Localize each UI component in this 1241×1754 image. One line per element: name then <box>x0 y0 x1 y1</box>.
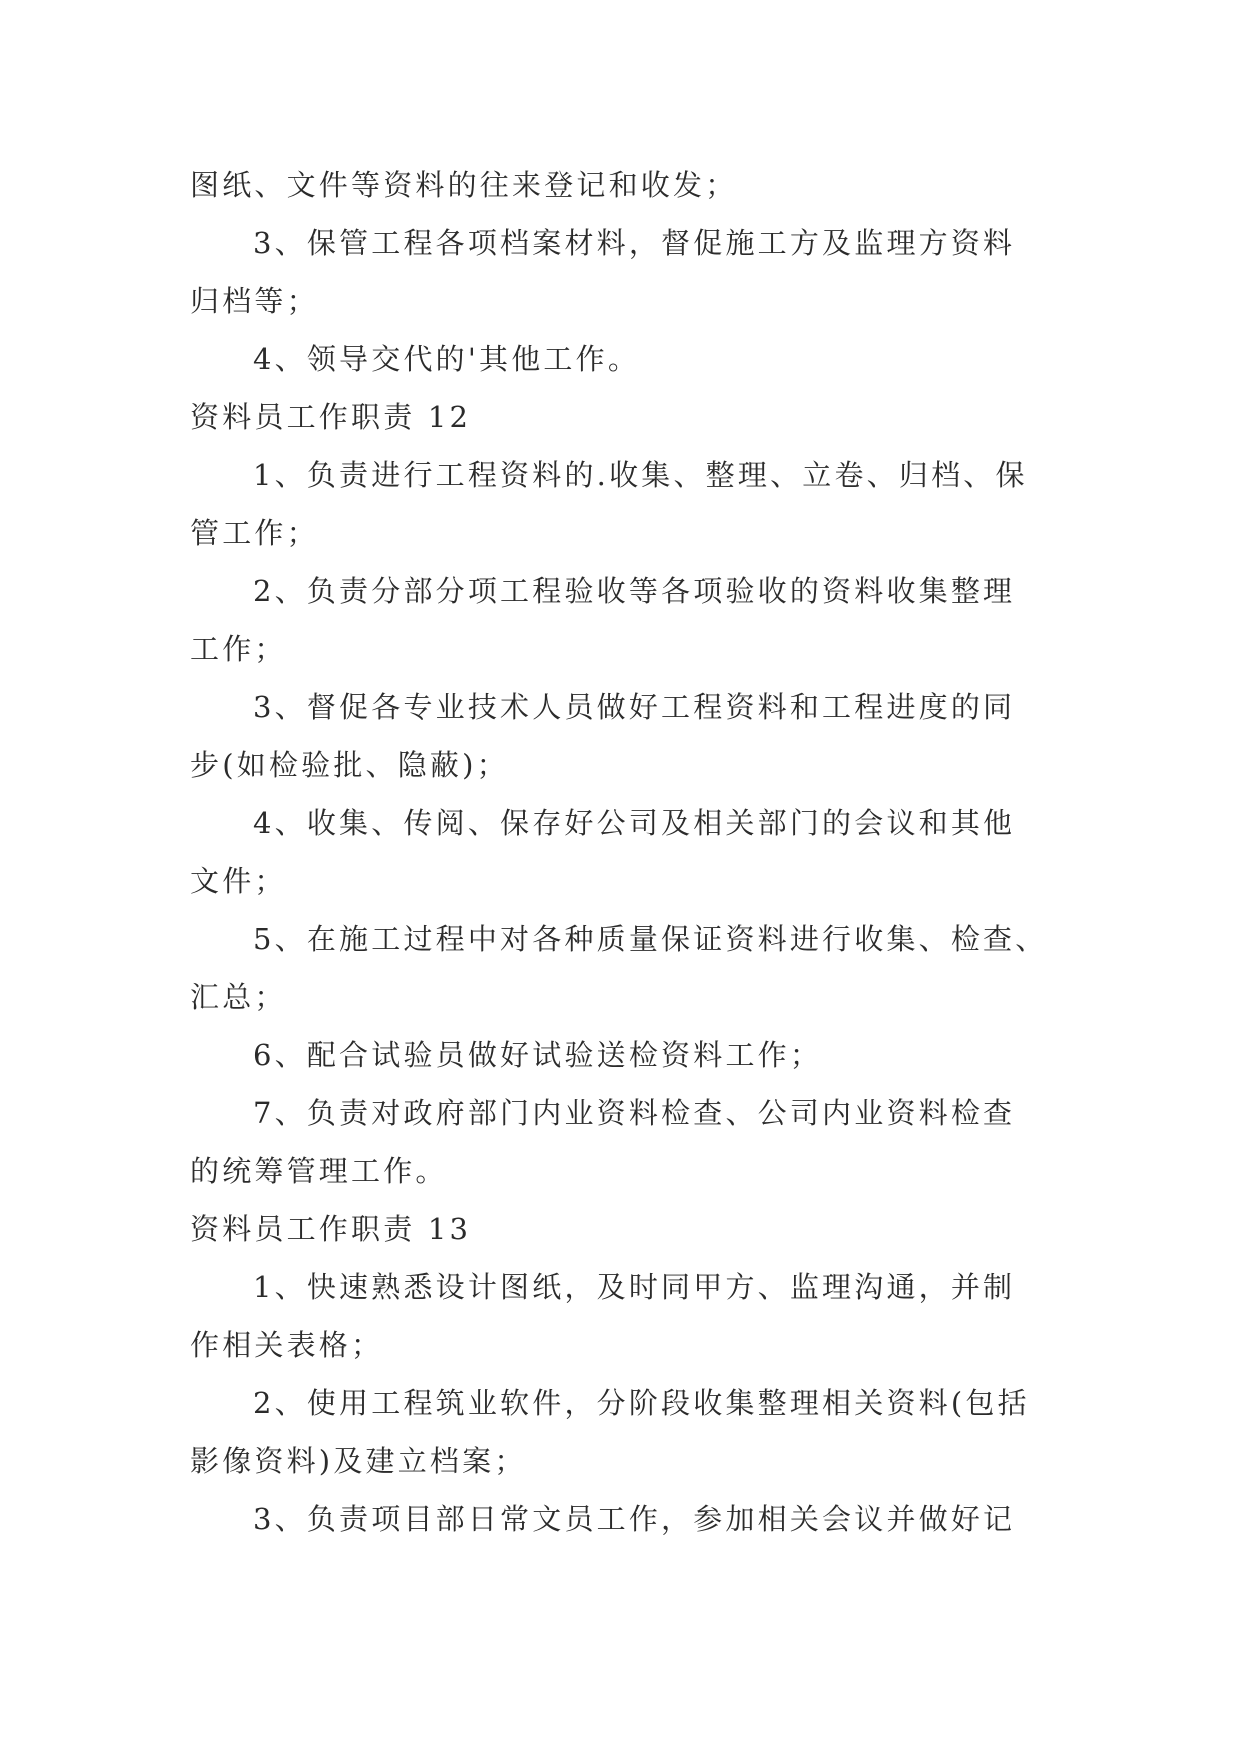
text-line: 汇总； <box>190 980 287 1014</box>
list-item-text: 6、配合试验员做好试验送检资料工作； <box>253 1038 823 1072</box>
section-heading: 资料员工作职责 13 <box>190 1212 472 1246</box>
text-line: 工作； <box>190 632 287 666</box>
list-item-text: 2、使用工程筑业软件，分阶段收集整理相关资料(包括 <box>253 1386 1030 1420</box>
list-item-text: 5、在施工过程中对各种质量保证资料进行收集、检查、 <box>253 922 1048 956</box>
list-item-text: 3、负责项目部日常文员工作，参加相关会议并做好记 <box>253 1502 1016 1536</box>
text-line: 归档等； <box>190 284 319 318</box>
text-line: 影像资料)及建立档案； <box>190 1444 527 1478</box>
text-line: 作相关表格； <box>190 1328 384 1362</box>
section-heading: 资料员工作职责 12 <box>190 400 472 434</box>
text-line: 的统筹管理工作。 <box>190 1154 448 1188</box>
list-item-text: 3、保管工程各项档案材料，督促施工方及监理方资料 <box>253 226 1016 260</box>
list-item-text: 4、收集、传阅、保存好公司及相关部门的会议和其他 <box>253 806 1016 840</box>
text-line: 管工作； <box>190 516 319 550</box>
text-line: 步(如检验批、隐蔽)； <box>190 748 509 782</box>
list-item-text: 2、负责分部分项工程验收等各项验收的资料收集整理 <box>253 574 1016 608</box>
list-item-text: 1、负责进行工程资料的.收集、整理、立卷、归档、保 <box>253 458 1028 492</box>
list-item-text: 1、快速熟悉设计图纸，及时同甲方、监理沟通，并制 <box>253 1270 1016 1304</box>
list-item-text: 7、负责对政府部门内业资料检查、公司内业资料检查 <box>253 1096 1016 1130</box>
text-line: 文件； <box>190 864 287 898</box>
list-item-text: 3、督促各专业技术人员做好工程资料和工程进度的同 <box>253 690 1016 724</box>
list-item-text: 4、领导交代的'其他工作。 <box>253 342 641 376</box>
text-line: 图纸、文件等资料的往来登记和收发； <box>190 168 738 202</box>
